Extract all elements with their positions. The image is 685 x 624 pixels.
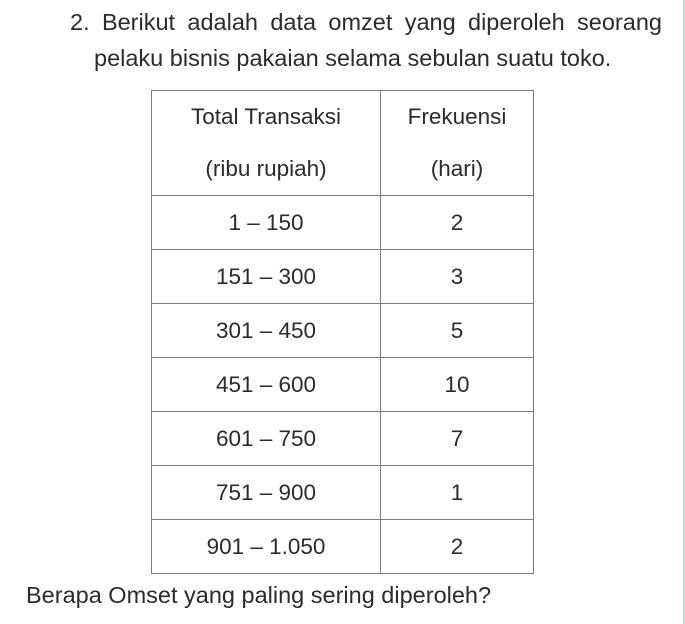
table-row [152,466,534,520]
question-word: data [270,9,317,35]
question-word: seorang [577,9,662,35]
cell-range: 151 – 300 [152,250,381,304]
header-label: Total Transaksi [190,104,342,129]
question-word: Berikut [101,9,176,35]
question-word: adalah [187,9,258,35]
table-row [152,196,534,250]
header-unit: (hari) [430,156,484,181]
table-header [152,91,534,196]
table-row [152,520,534,574]
cell-range: 601 – 750 [152,412,381,466]
table-header-row [152,91,534,196]
cell-frequency: 3 [381,250,534,304]
question-statement [70,4,662,76]
cell-frequency: 7 [381,412,534,466]
question-number: 2. [70,9,90,35]
question-word: omzet [328,9,393,35]
cell-range: 901 – 1.050 [152,520,381,574]
header-frekuensi [381,91,534,196]
header-total-transaksi [152,91,381,196]
frequency-table [151,90,534,574]
table-row [152,304,534,358]
cell-range: 301 – 450 [152,304,381,358]
question-word: diperoleh [468,9,565,35]
question-prompt: Berapa Omset yang paling sering diperoleh? [26,582,492,608]
header-label: Frekuensi [407,104,507,129]
table-row [152,412,534,466]
table-row [152,250,534,304]
question-line-2: pelaku bisnis pakaian selama sebulan suatu toko. [94,45,612,71]
cell-frequency: 1 [381,466,534,520]
cell-range: 1 – 150 [152,196,381,250]
header-unit: (ribu rupiah) [205,156,327,181]
cell-range: 751 – 900 [152,466,381,520]
cell-frequency: 2 [381,520,534,574]
cell-frequency: 10 [381,358,534,412]
question-word: yang [404,9,456,35]
cell-frequency: 2 [381,196,534,250]
question-line-1 [70,4,662,40]
table-row [152,358,534,412]
table-body [152,196,534,574]
cell-range: 451 – 600 [152,358,381,412]
cell-frequency: 5 [381,304,534,358]
